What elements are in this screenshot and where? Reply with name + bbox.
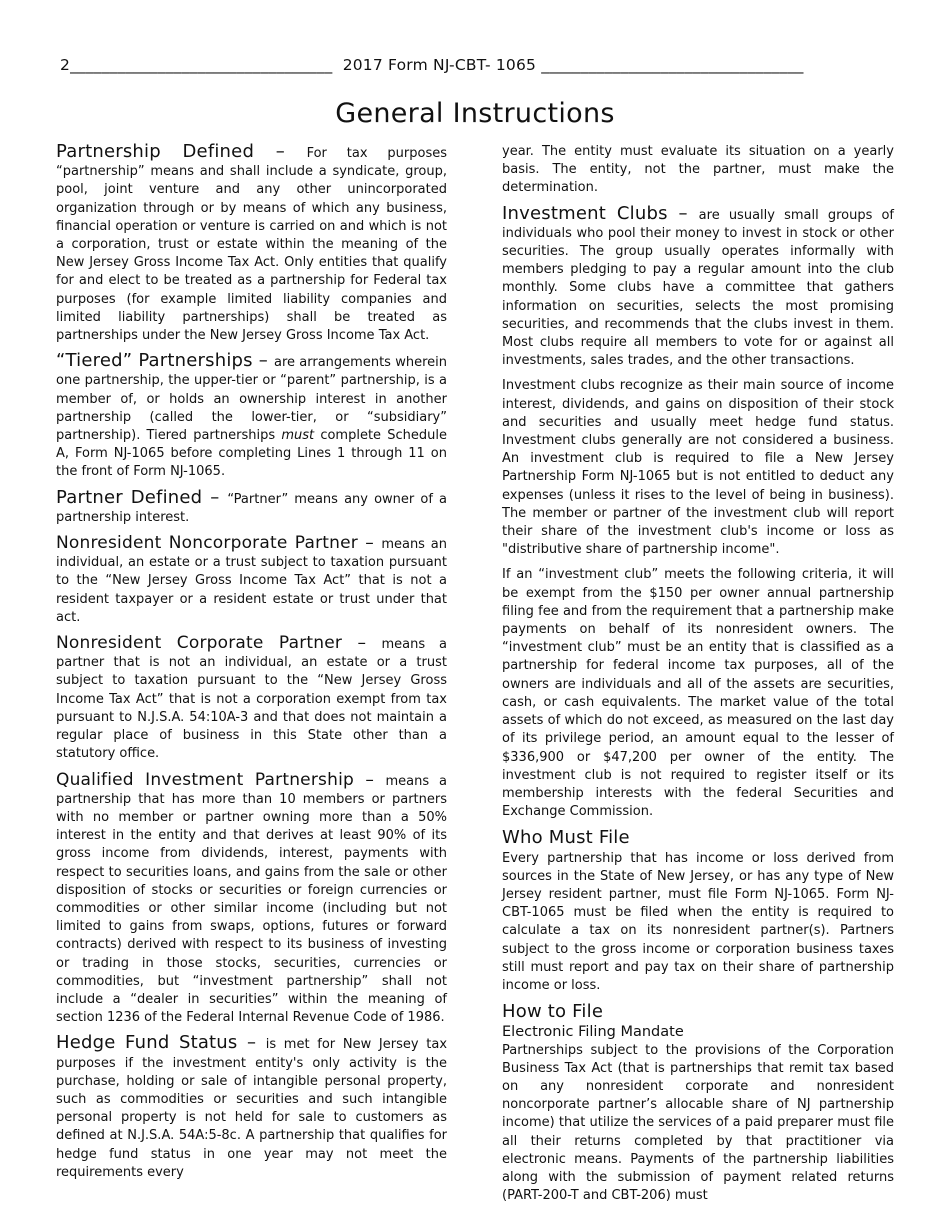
hedge-fund-text: is met for New Jersey tax purposes if the investment entity's only activity is the purchase, holding or sale of intangible personal property, such as commodities or securities and such intangible personal property is not held for sale to customers as defined at N.J.S.A. 54A:5-8c. A partnership that qualifies for hedge fund status in one year may not meet the requirements every	[56, 1037, 448, 1180]
how-to-file-text: Partnerships subject to the provisions of the Corporation Business Tax Act (that is partnerships that remit tax based on any nonresident corporate and nonresident noncorporate partner’s allocable share of NJ partnership income) that utilize the services of a paid preparer must file all their returns completed by that practitioner via electronic means. Payments of the partnership liabilities along with the submission of payment related returns (PART-200-T and CBT-206) must	[502, 1042, 894, 1204]
investment-clubs-paragraph-3: If an “investment club” meets the following criteria, it will be exempt from the $150 per owner annual partnership filing fee and from the requirement that a partnership make payments on behalf of its nonresident owners. The “investment club” must be an entity that is classified as a partnership for federal income tax purposes, all of the owners are individuals and all of the assets are securities, cash, or cash equivalents. The market value of the total assets of which do not exceed, as measured on the last day of its privilege period, an amount equal to the lesser of $336,900 or $47,200 per owner of the entity. The investment club is not required to register itself or its membership interests with the federal Securities and Exchange Commission.	[502, 567, 894, 820]
nonresident-corporate-section	[56, 634, 447, 763]
left-column	[56, 143, 447, 1189]
investment-clubs-paragraph-2: Investment clubs recognize as their main source of income interest, dividends, and gains on disposition of their stock and securities and usually meet hedge fund status. Investment clubs generally are not considered a business. An investment club is required to file a New Jersey Partnership Form NJ-1065 but is not entitled to deduct any expenses (unless it rises to the level of being in business). The member or partner of the investment club will report their share of the investment club's income or loss as "distributive share of partnership income".	[502, 378, 894, 558]
nonresident-corporate-text: means a partner that is not an individual, an estate or a trust subject to taxation pursuant to the “New Jersey Gross Income Tax Act” that is not a corporation exempt from tax pursuant to N.J.S.A. 54:10A-3 and that does not maintain a regular place of business in this State other than a statutory office.	[56, 637, 447, 762]
tiered-emphasis: must	[281, 428, 315, 444]
nonresident-noncorporate-section	[56, 534, 447, 627]
header-rule-right: _________________________________	[541, 56, 804, 74]
partner-defined-term: Partner Defined –	[56, 486, 228, 508]
qualified-investment-term: Qualified Investment Partnership –	[56, 769, 386, 790]
page-number: 2	[60, 56, 71, 74]
partnership-defined-term: Partnership Defined –	[56, 141, 307, 162]
hedge-fund-section	[56, 1034, 447, 1182]
electronic-filing-subheading: Electronic Filing Mandate	[502, 1024, 684, 1041]
hedge-fund-continued: year. The entity must evaluate its situation on a yearly basis. The entity, not the partner, must make the determination.	[502, 144, 894, 196]
partnership-defined-text: For tax purposes “partnership” means and shall include a syndicate, group, pool, joint venture and any other unincorporated organization through or by means of which any business, financial operation or venture is carried on and which is not a corporation, trust or estate within the meaning of the New Jersey Gross Income Tax Act. Only entities that qualify for and elect to be treated as a partnership for Federal tax purposes (for example limited liability companies and limited liability partnerships) shall be treated as partnerships under the New Jersey Gross Income Tax Act.	[56, 146, 447, 344]
page-title: General Instructions	[335, 98, 615, 129]
nonresident-corporate-term: Nonresident Corporate Partner –	[56, 633, 382, 654]
who-must-file-heading: Who Must File	[502, 827, 630, 849]
right-column	[502, 143, 894, 1212]
nonresident-noncorporate-term: Nonresident Noncorporate Partner –	[56, 533, 382, 554]
form-label: 2017 Form NJ-CBT- 1065	[342, 56, 537, 74]
investment-clubs-text: are usually small groups of individuals who pool their money to invest in stock or other securities. The group usually operates informally with members pledging to pay a regular amount into the club monthly. Some clubs have a committee that gathers information on securities, selects the most promising securities, and recommends that the clubs invest in them. Most clubs require all members to vote for or against all investments, sales trades, and the other transactions.	[502, 207, 895, 369]
partner-defined-section	[56, 486, 447, 527]
qualified-investment-text: means a partnership that has more than 10 members or partners with no member or partner owning more than a 50% interest in the entity and that derives at least 90% of its gross income from dividends, interest, payments with respect to securities loans, and gains from the sale or other disposition of stocks or securities or foreign currencies or commodities or other similar income (including but not limited to gains from swaps, options, futures or forward contracts) derived with respect to its business of investing or trading in those stocks, securities, currencies or commodities, but “investment partnership” shall not include a “dealer in securities” within the meaning of section 1236 of the Federal Internal Revenue Code of 1986.	[56, 773, 447, 1026]
how-to-file-heading: How to File	[502, 1001, 604, 1023]
tiered-partnerships-section	[56, 352, 447, 481]
qualified-investment-section	[56, 771, 447, 1028]
partner-defined-text: “Partner” means any owner of a partnership interest.	[56, 491, 447, 525]
page-header	[60, 56, 855, 74]
tiered-partnerships-text: are arrangements wherein one partnership, the upper-tier or “parent” partnership, is a member of, or holds an ownership interest in another partnership (called the lower-tier, or “subsidiary” partnership). Tiered partnerships	[56, 355, 447, 444]
investment-clubs-section	[502, 202, 895, 371]
tiered-partnerships-term: “Tiered” Partnerships –	[56, 350, 275, 372]
partnership-defined-section	[56, 143, 447, 345]
who-must-file-text: Every partnership that has income or loss derived from sources in the State of New Jersey, or has any type of New Jersey resident partner, must file Form NJ-1065. Form NJ-CBT-1065 must be filed when the entity is required to calculate a tax on its nonresident partner(s). Partners subject to the gross income or corporation business taxes still must report and pay tax on their share of partnership income or loss.	[502, 850, 894, 993]
nonresident-noncorporate-text: means an individual, an estate or a trust subject to taxation pursuant to the “New Jersey Gross Income Tax Act” that is not a resident taxpayer or a resident estate or trust under that act.	[56, 537, 447, 625]
hedge-fund-term: Hedge Fund Status –	[56, 1032, 266, 1054]
header-rule-left: _________________________________	[70, 56, 333, 74]
tiered-partnerships-text-2: complete Schedule A, Form NJ-1065 before completing Lines 1 through 11 on the front of Form NJ-1065.	[56, 428, 447, 480]
investment-clubs-term: Investment Clubs –	[502, 202, 699, 224]
